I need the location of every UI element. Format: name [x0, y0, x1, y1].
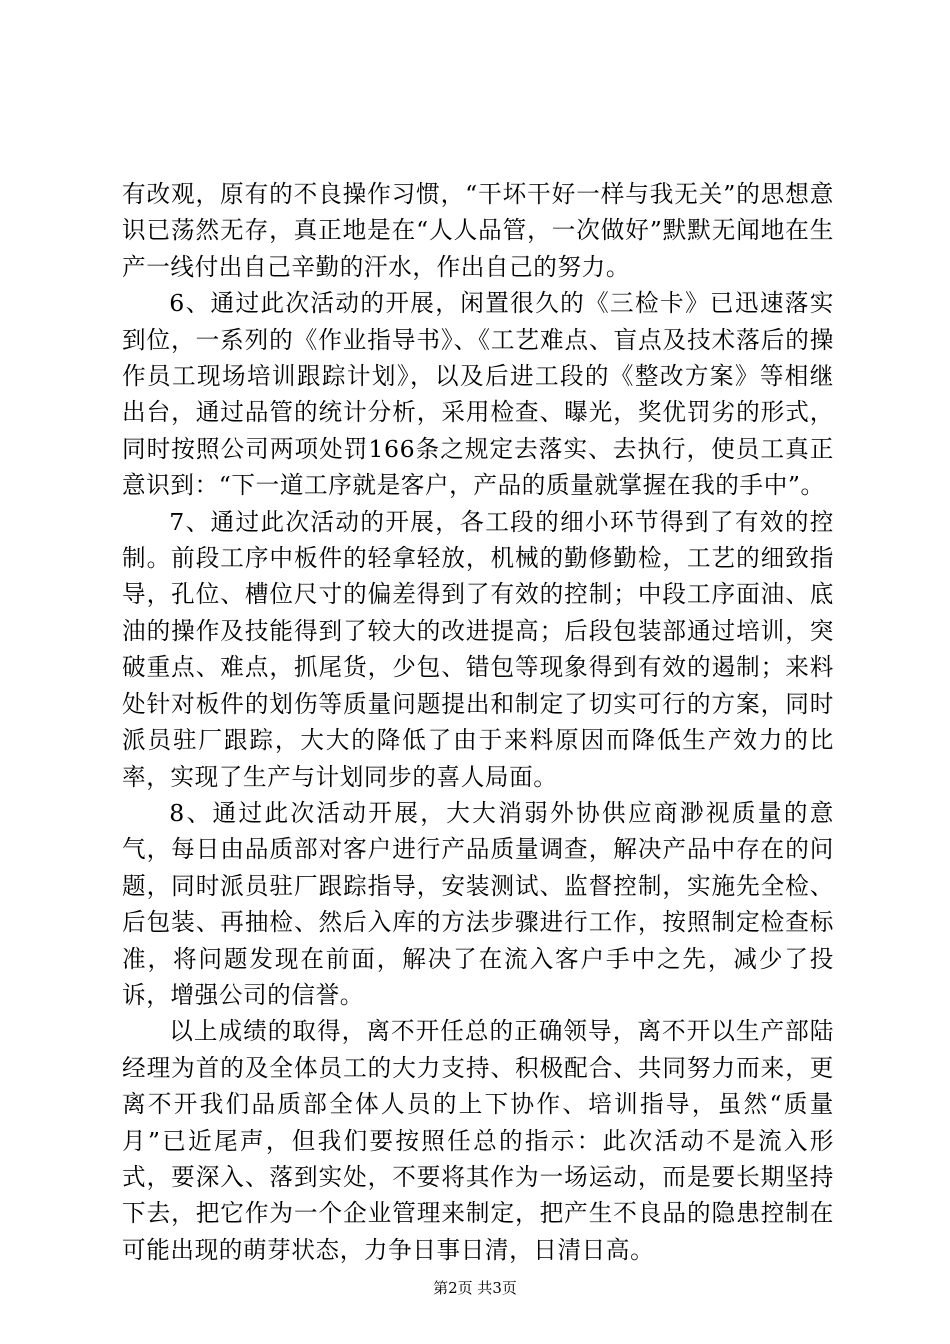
document-body: [122, 176, 834, 1268]
paragraph-item-7: 7、通过此次活动的开展，各工段的细小环节得到了有效的控制。前段工序中板件的轻拿轻放，机械的勤修勤检，工艺的细致指导，孔位、槽位尺寸的偏差得到了有效的控制；中段工序面油、底油的操作及技能得到了较大的改进提高；后段包装部通过培训，突破重点、难点，抓尾货，少包、错包等现象得到有效的遏制；来料处针对板件的划伤等质量问题提出和制定了切实可行的方案，同时派员驻厂跟踪，大大的降低了由于来料原因而降低生产效力的比率，实现了生产与计划同步的喜人局面。: [122, 507, 834, 791]
paragraph-conclusion: 以上成绩的取得，离不开任总的正确领导，离不开以生产部陆经理为首的及全体员工的大力支持、积极配合、共同努力而来，更离不开我们品质部全体人员的上下协作、培训指导，虽然“质量月”已近尾声，但我们要按照任总的指示：此次活动不是流入形式，要深入、落到实处，不要将其作为一场运动，而是要长期坚持下去，把它作为一个企业管理来制定，把产生不良品的隐患控制在可能出现的萌芽状态，力争日事日清，日清日高。: [122, 1017, 834, 1264]
paragraph-item-6: 6、通过此次活动的开展，闲置很久的《三检卡》已迅速落实到位，一系列的《作业指导书》、《工艺难点、盲点及技术落后的操作员工现场培训跟踪计划》，以及后进工段的《整改方案》等相继出台，通过品管的统计分析，采用检查、曝光，奖优罚劣的形式，同时按照公司两项处罚166条之规定去落实、去执行，使员工真正意识到：“下一道工序就是客户，产品的质量就掌握在我的手中”。: [122, 289, 834, 500]
page-footer: 第2页 共3页: [433, 1279, 517, 1297]
paragraph-item-8: 8、通过此次活动开展，大大消弱外协供应商渺视质量的意气，每日由品质部对客户进行产品质量调查，解决产品中存在的问题，同时派员驻厂跟踪指导，安装测试、监督控制，实施先全检、后包装、再抽检、然后入库的方法步骤进行工作，按照制定检查标准，将问题发现在前面，解决了在流入客户手中之先，减少了投诉，增强公司的信誉。: [122, 798, 834, 1009]
paragraph-continuation: 有改观，原有的不良操作习惯，“干坏干好一样与我无关”的思想意识已荡然无存，真正地是在“人人品管，一次做好”默默无闻地在生产一线付出自己辛勤的汗水，作出自己的努力。: [122, 180, 834, 281]
